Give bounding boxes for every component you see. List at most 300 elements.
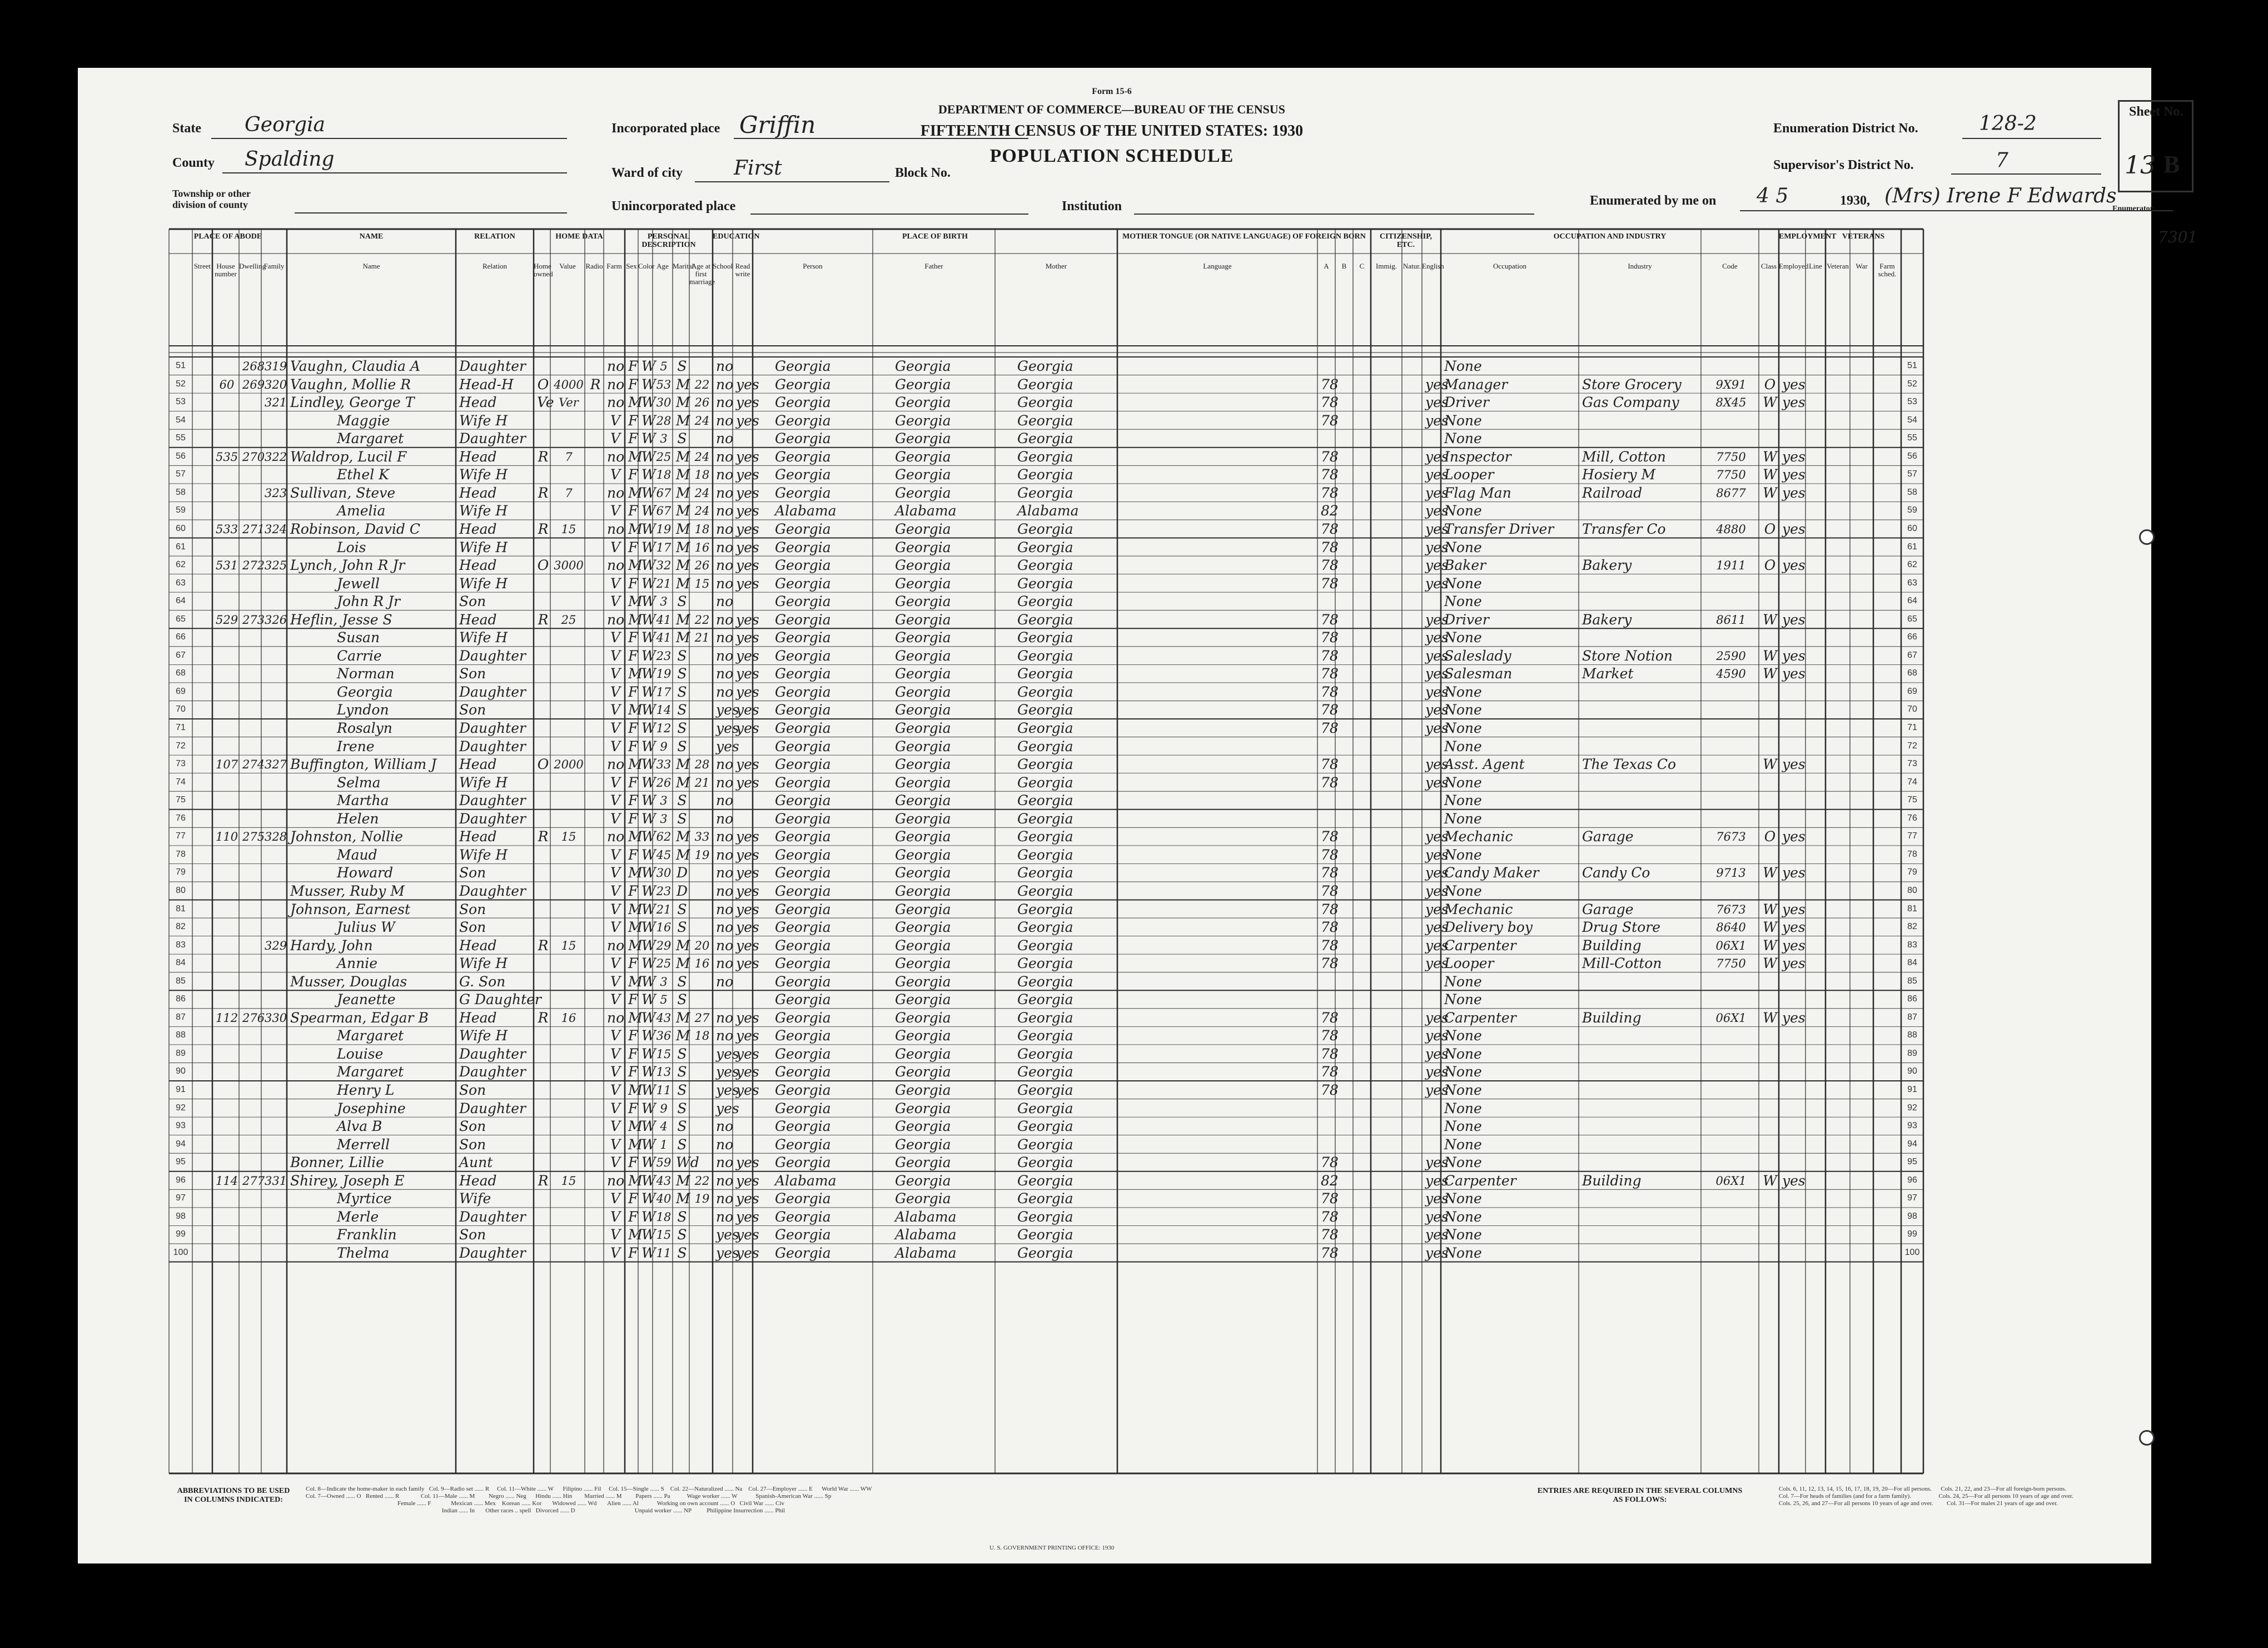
line-number: 78 — [1907, 849, 1917, 859]
cell-radio — [588, 954, 603, 972]
cell-afm — [693, 810, 712, 828]
line-number: 57 — [1907, 469, 1917, 479]
cell-pob: Alabama — [775, 503, 837, 519]
cell-emp: yes — [1782, 448, 1806, 465]
township-label: Township or other division of county — [172, 188, 251, 210]
cell-ocode — [1704, 737, 1758, 756]
cell-farm: V — [610, 1190, 621, 1207]
cell-occ: Looper — [1444, 955, 1494, 972]
table-row — [78, 827, 1923, 846]
cell-rw: yes — [736, 1045, 759, 1062]
line-number: 87 — [176, 1012, 186, 1022]
cell-val: 3000 — [554, 559, 584, 573]
cell-ocode — [1704, 972, 1758, 991]
cell-fpob: Georgia — [895, 376, 951, 393]
cell-val — [554, 465, 584, 484]
cell-rel: Son — [459, 919, 486, 936]
column-group-heading: OCCUPATION AND INDUSTRY — [1553, 232, 1667, 241]
cell-dw — [242, 393, 260, 411]
cell-fam — [265, 628, 286, 647]
cell-occ: None — [1444, 1227, 1482, 1243]
cell-code: 78 — [1321, 882, 1339, 899]
cell-afm — [693, 791, 712, 810]
footer-entries-title: ENTRIES ARE REQUIRED IN THE SEVERAL COLUMNS AS FOLLOWS: — [1537, 1487, 1743, 1504]
cell-code — [1321, 737, 1334, 756]
cell-own: O — [537, 376, 549, 393]
cell-farm: V — [610, 901, 621, 917]
cell-mar: S — [677, 810, 687, 827]
cell-ocode — [1704, 1225, 1758, 1244]
cell-fpob: Georgia — [895, 484, 951, 501]
cell-sch: no — [716, 828, 734, 845]
cell-name: Irene — [337, 738, 375, 754]
cell-rw: yes — [736, 720, 759, 736]
cell-rw — [736, 810, 752, 828]
institution-label: Institution — [1062, 199, 1122, 214]
cell-farm: no — [607, 756, 625, 773]
cell-mpob: Georgia — [1017, 1227, 1073, 1243]
column-heading: Street — [193, 262, 211, 270]
cell-own — [537, 954, 549, 972]
cell-own — [537, 664, 549, 683]
cell-sex: F — [628, 412, 638, 429]
cell-afm — [693, 1081, 712, 1099]
cell-fpob: Georgia — [895, 466, 951, 483]
line-number: 84 — [176, 958, 186, 968]
cell-color: W — [641, 810, 656, 827]
cell-mar: M — [676, 774, 690, 791]
column-group-heading: NAME — [359, 232, 384, 241]
cell-val — [554, 701, 584, 719]
cell-mpob: Georgia — [1017, 720, 1073, 736]
cell-rel: Head — [459, 1172, 497, 1189]
cell-color: W — [641, 1064, 656, 1080]
cell-occ: None — [1444, 792, 1482, 809]
cell-fam: 330 — [265, 1011, 287, 1025]
cell-name: Musser, Douglas — [290, 973, 407, 990]
cell-age: 59 — [656, 1156, 672, 1170]
cell-dw — [242, 1153, 260, 1172]
cell-sex: M — [628, 520, 643, 537]
cell-dw — [242, 411, 260, 430]
cell-hn — [216, 411, 238, 430]
cell-hn — [216, 1208, 238, 1226]
cell-dw: 271 — [242, 522, 265, 536]
cell-emp: yes — [1782, 376, 1806, 393]
cell-fpob: Georgia — [895, 575, 951, 592]
cell-color: W — [641, 593, 656, 610]
cell-rel: Head — [459, 611, 497, 628]
cell-code: 78 — [1321, 647, 1339, 664]
column-heading: A — [1324, 262, 1329, 270]
cell-pob: Georgia — [775, 575, 831, 592]
cell-age: 18 — [656, 1210, 672, 1224]
cell-color: W — [641, 828, 656, 845]
cell-radio — [588, 556, 603, 574]
line-number: 62 — [1907, 560, 1917, 570]
cell-fpob: Georgia — [895, 1064, 951, 1080]
cell-eng: yes — [1425, 702, 1449, 718]
cell-occ: None — [1444, 810, 1482, 827]
cell-eng: yes — [1425, 520, 1449, 537]
cell-radio — [588, 538, 603, 557]
table-row — [78, 393, 1923, 411]
cell-dw — [242, 1026, 260, 1045]
cell-cls: O — [1764, 557, 1776, 574]
cell-ind: The Texas Co — [1582, 756, 1677, 773]
cell-ocode: 7673 — [1716, 902, 1746, 916]
printer-line: U. S. GOVERNMENT PRINTING OFFICE: 1930 — [989, 1545, 1115, 1551]
cell-name: Ethel K — [337, 466, 389, 483]
cell-hn — [216, 1153, 238, 1172]
cell-hn — [216, 574, 238, 593]
cell-afm — [693, 1099, 712, 1118]
table-row — [78, 791, 1923, 810]
cell-eng: yes — [1425, 611, 1449, 628]
cell-mar: S — [677, 1045, 687, 1062]
cell-ocode — [1704, 538, 1758, 557]
cell-occ: None — [1444, 593, 1482, 610]
cell-sch: no — [716, 1190, 734, 1207]
cell-own — [537, 1189, 549, 1208]
cell-val — [554, 1099, 584, 1118]
cell-name: Merle — [337, 1208, 379, 1225]
column-group-heading: MOTHER TONGUE (OR NATIVE LANGUAGE) OF FOREIGN BORN — [1122, 232, 1366, 241]
cell-mpob: Georgia — [1017, 1136, 1073, 1153]
cell-dw — [242, 972, 260, 991]
line-number: 68 — [1907, 668, 1917, 678]
incorporated-label: Incorporated place — [611, 121, 720, 136]
cell-mpob: Georgia — [1017, 810, 1073, 827]
cell-mpob: Georgia — [1017, 865, 1073, 881]
cell-ocode — [1704, 574, 1758, 593]
line-number: 81 — [1907, 904, 1917, 914]
cell-eng: yes — [1425, 683, 1449, 700]
cell-mpob: Georgia — [1017, 683, 1073, 700]
cell-ocode — [1704, 1244, 1758, 1262]
cell-mpob: Georgia — [1017, 575, 1073, 592]
cell-fam — [265, 664, 286, 683]
cell-fpob: Alabama — [895, 1227, 957, 1243]
line-number: 61 — [176, 542, 186, 552]
cell-cls — [1762, 1153, 1778, 1172]
cell-own — [537, 1063, 549, 1081]
cell-rw — [736, 1117, 752, 1135]
cell-pob: Georgia — [775, 629, 831, 646]
cell-occ: None — [1444, 991, 1482, 1008]
cell-afm: 21 — [694, 631, 710, 645]
cell-afm — [693, 719, 712, 737]
cell-age: 11 — [656, 1246, 672, 1260]
sheet-number: 13 — [2125, 151, 2156, 180]
cell-ind: Gas Company — [1582, 394, 1679, 411]
cell-afm — [693, 863, 712, 882]
cell-mpob: Georgia — [1017, 937, 1073, 954]
line-number: 54 — [1907, 415, 1917, 425]
cell-ind — [1582, 411, 1700, 430]
cell-rw: yes — [736, 828, 759, 845]
cell-age: 3 — [660, 794, 668, 808]
cell-own — [537, 1099, 549, 1118]
cell-color: W — [641, 629, 656, 646]
cell-farm: V — [610, 647, 621, 664]
cell-color: W — [641, 1045, 656, 1062]
cell-color: W — [641, 973, 656, 990]
cell-name: Lynch, John R Jr — [290, 557, 405, 574]
table-row — [78, 375, 1923, 394]
cell-val — [554, 1153, 584, 1172]
cell-sex: F — [628, 1244, 638, 1261]
cell-val — [554, 972, 584, 991]
cell-mpob: Georgia — [1017, 1172, 1073, 1189]
cell-age: 21 — [656, 577, 672, 590]
cell-afm — [693, 592, 712, 610]
cell-color: W — [641, 865, 656, 881]
line-number: 60 — [176, 523, 186, 533]
cell-mar: M — [676, 955, 690, 972]
cell-radio — [588, 647, 603, 665]
ward-value: First — [734, 157, 782, 180]
cell-own — [537, 810, 549, 828]
cell-val — [554, 429, 584, 448]
cell-name: Margaret — [337, 1064, 404, 1080]
cell-farm: V — [610, 539, 621, 555]
line-number: 52 — [176, 379, 186, 389]
cell-hn — [216, 1189, 238, 1208]
cell-own — [537, 863, 549, 882]
line-number: 81 — [176, 904, 186, 914]
cell-occ: None — [1444, 1045, 1482, 1062]
sd-label: Supervisor's District No. — [1773, 158, 1914, 172]
sd-value: 7 — [1996, 149, 2008, 172]
cell-afm: 24 — [694, 450, 710, 464]
cell-hn — [216, 1135, 238, 1154]
cell-sch: no — [716, 520, 734, 537]
table-row — [78, 574, 1923, 593]
cell-afm: 26 — [694, 559, 710, 573]
cell-age: 32 — [656, 559, 672, 573]
cell-ind — [1582, 1153, 1700, 1172]
cell-mar: S — [677, 666, 687, 682]
line-number: 87 — [1907, 1012, 1917, 1022]
cell-fam — [265, 918, 286, 936]
table-row — [78, 556, 1923, 574]
cell-val: 15 — [561, 830, 576, 844]
cell-farm: no — [607, 484, 625, 501]
cell-dw — [242, 791, 260, 810]
cell-age: 11 — [656, 1084, 672, 1097]
cell-age: 5 — [660, 993, 668, 1007]
cell-fam: 324 — [265, 522, 287, 536]
cell-emp — [1782, 538, 1804, 557]
cell-afm — [693, 1225, 712, 1244]
cell-sex: F — [628, 539, 638, 555]
cell-dw: 277 — [242, 1174, 265, 1188]
cell-fpob: Georgia — [895, 448, 951, 465]
column-group-heading: RELATION — [474, 232, 515, 241]
cell-val: 15 — [561, 939, 576, 952]
cell-sex: F — [628, 683, 638, 700]
cell-mpob: Georgia — [1017, 520, 1073, 537]
cell-age: 43 — [656, 1011, 672, 1025]
cell-mpob: Georgia — [1017, 901, 1073, 917]
cell-radio — [588, 465, 603, 484]
cell-eng — [1425, 592, 1440, 610]
cell-rw — [736, 737, 752, 756]
cell-color: W — [641, 1100, 656, 1116]
cell-rel: Daughter — [459, 810, 526, 827]
census-title: FIFTEENTH CENSUS OF THE UNITED STATES: 1930 — [920, 122, 1304, 140]
cell-eng — [1425, 1117, 1440, 1135]
cell-val: 2000 — [554, 758, 584, 772]
cell-mar: S — [677, 991, 687, 1008]
cell-afm: 22 — [694, 1174, 710, 1188]
cell-dw: 270 — [242, 450, 265, 464]
cell-eng: yes — [1425, 1172, 1449, 1189]
cell-farm: V — [610, 991, 621, 1008]
ed-label: Enumeration District No. — [1773, 121, 1918, 136]
cell-rw: yes — [736, 919, 759, 936]
cell-eng — [1425, 1099, 1440, 1118]
cell-color: W — [641, 774, 656, 791]
cell-eng: yes — [1425, 466, 1449, 483]
column-heading: House number — [215, 262, 237, 278]
cell-code: 78 — [1321, 756, 1339, 773]
cell-emp: yes — [1782, 611, 1806, 628]
line-number: 80 — [1907, 885, 1917, 895]
cell-mar: M — [676, 828, 690, 845]
cell-mpob: Georgia — [1017, 1100, 1073, 1116]
cell-val — [554, 502, 584, 520]
cell-pob: Georgia — [775, 412, 831, 429]
cell-mar: S — [677, 738, 687, 754]
cell-name: Merrell — [337, 1136, 390, 1153]
cell-color: W — [641, 1009, 656, 1026]
cell-radio — [588, 846, 603, 864]
cell-code: 78 — [1321, 557, 1339, 574]
cell-name: Franklin — [337, 1227, 397, 1243]
cell-dw — [242, 683, 260, 701]
cell-farm: no — [607, 358, 625, 374]
incorporated-value: Griffin — [739, 111, 816, 138]
cell-sex: F — [628, 1190, 638, 1207]
cell-eng: yes — [1425, 484, 1449, 501]
line-number: 72 — [176, 741, 186, 751]
cell-hn — [216, 357, 238, 375]
cell-age: 41 — [656, 613, 672, 627]
cell-hn — [216, 701, 238, 719]
cell-rw: yes — [736, 466, 759, 483]
cell-occ: None — [1444, 1118, 1482, 1135]
cell-radio — [588, 1189, 603, 1208]
cell-hn — [216, 863, 238, 882]
cell-rw: yes — [736, 683, 759, 700]
cell-afm: 24 — [694, 504, 710, 518]
cell-occ: None — [1444, 1082, 1482, 1098]
column-heading: Line — [1809, 262, 1822, 270]
line-number: 55 — [176, 433, 186, 443]
cell-occ: None — [1444, 973, 1482, 990]
cell-farm: no — [607, 1172, 625, 1189]
cell-emp — [1782, 773, 1804, 792]
cell-radio — [588, 628, 603, 647]
cell-ocode — [1704, 810, 1758, 828]
cell-rel: Head — [459, 520, 497, 537]
cell-ind: Garage — [1582, 828, 1634, 845]
county-label: County — [172, 156, 215, 170]
cell-cls: W — [1763, 955, 1777, 972]
cell-fpob: Georgia — [895, 1172, 951, 1189]
cell-hn — [216, 647, 238, 665]
table-row — [78, 411, 1923, 430]
cell-cls — [1762, 1244, 1778, 1262]
cell-code: 78 — [1321, 539, 1339, 555]
cell-afm — [693, 701, 712, 719]
line-number: 67 — [1907, 650, 1917, 660]
cell-sex: F — [628, 503, 638, 519]
cell-radio — [588, 972, 603, 991]
column-group-heading: VETERANS — [1842, 232, 1885, 241]
cell-farm: V — [610, 412, 621, 429]
cell-cls: W — [1763, 448, 1777, 465]
line-number: 94 — [1907, 1139, 1917, 1149]
cell-fpob: Georgia — [895, 611, 951, 628]
cell-ind: Building — [1582, 1009, 1642, 1026]
cell-color: W — [641, 720, 656, 736]
table-row — [78, 1189, 1923, 1208]
cell-mpob: Georgia — [1017, 484, 1073, 501]
line-number: 63 — [1907, 578, 1917, 588]
cell-sch: no — [716, 1009, 734, 1026]
cell-name: Carrie — [337, 647, 382, 664]
cell-dw: 276 — [242, 1011, 265, 1025]
cell-fam: 325 — [265, 559, 287, 573]
cell-hn — [216, 810, 238, 828]
cell-rel: Head — [459, 756, 497, 773]
cell-sch: yes — [716, 702, 739, 718]
column-group-heading: PLACE OF BIRTH — [902, 232, 968, 241]
cell-afm — [693, 918, 712, 936]
cell-emp — [1782, 1244, 1804, 1262]
cell-ind: Hosiery M — [1582, 466, 1656, 483]
cell-code — [1321, 1135, 1334, 1154]
line-number: 82 — [1907, 922, 1917, 932]
cell-rel: Daughter — [459, 358, 526, 374]
cell-cls — [1762, 683, 1778, 701]
cell-hn — [216, 900, 238, 919]
cell-rel: Head — [459, 828, 497, 845]
cell-fpob: Georgia — [895, 738, 951, 754]
cell-farm: V — [610, 1045, 621, 1062]
cell-farm: no — [607, 1009, 625, 1026]
cell-ind: Bakery — [1582, 557, 1632, 574]
cell-rel: Wife H — [459, 955, 508, 972]
cell-eng: yes — [1425, 1154, 1449, 1171]
cell-color: W — [641, 919, 656, 936]
line-number: 69 — [1907, 686, 1917, 696]
cell-fam — [265, 1225, 286, 1244]
cell-fpob: Alabama — [895, 1244, 957, 1261]
cell-age: 12 — [656, 722, 672, 735]
line-number: 68 — [176, 668, 186, 678]
cell-ind: Bakery — [1582, 611, 1632, 628]
cell-ind — [1582, 429, 1700, 448]
column-heading: Radio — [585, 262, 603, 270]
cell-sex: M — [628, 973, 643, 990]
cell-sch: yes — [716, 720, 739, 736]
cell-rw — [736, 791, 752, 810]
line-number: 100 — [1904, 1247, 1920, 1257]
